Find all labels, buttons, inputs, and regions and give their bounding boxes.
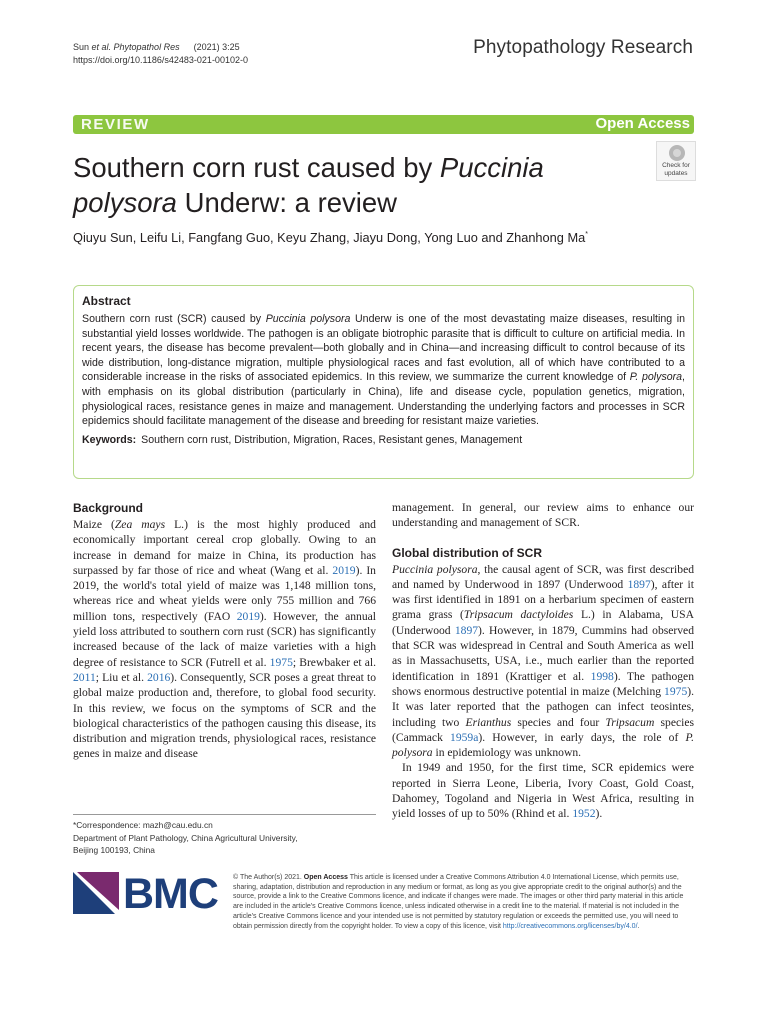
distribution-paragraph: Puccinia polysora, the causal agent of SCR, was first described and named by Underwood in 1897 (Underwood 1897), after it was first identified in 1891 on a herbarium specimen of eastern grama grass (Tripsacum dactyloides L.) in Alabama, USA (Underwood 1897). However, in 1879, Cummins had observed that SCR was widespread in Central and South America as well as in Massachusetts, USA, i.e., much earlier than the reported identification in 1891 (Krattiger et al. 1998). The pathogen shows enormous destructive potential in maize (Melching 1975). It was later reported that the pathogen can infect teosintes, including two Erianthus species and four Tripsacum species (Cammack 1959a). However, in early days, the role of P. polysora in epidemiology was unknown. [392, 562, 695, 760]
citation-link[interactable]: 2016 [147, 670, 171, 684]
affiliation: Department of Plant Pathology, China Agricultural University, [73, 832, 298, 843]
citation-link[interactable]: 1959a [450, 730, 479, 744]
continued-paragraph: management. In general, our review aims to enhance our understanding and management of SCR. [392, 501, 694, 530]
bmc-logo [73, 870, 218, 918]
section-heading-background: Background [73, 501, 144, 515]
abstract-heading: Abstract [82, 294, 131, 308]
article-title: Southern corn rust caused by Puccinia polysora Underw: a review [73, 152, 544, 218]
article-type-label: REVIEW [81, 116, 150, 133]
left-column [73, 500, 376, 762]
keywords-list: Southern corn rust, Distribution, Migration, Races, Resistant genes, Management [141, 433, 523, 446]
corresponding-mark: * [585, 231, 588, 238]
keywords-label: Keywords: [82, 433, 137, 446]
citation-link[interactable]: 2019 [236, 609, 260, 623]
citation-link[interactable]: 2019 [332, 563, 356, 577]
check-for-updates-badge[interactable]: Check for updates [656, 141, 696, 181]
article-type-banner [73, 115, 694, 134]
license-statement: © The Author(s) 2021. Open Access This article is licensed under a Creative Commons Attribution 4.0 International License, which permits use, sharing, adaptation, distribution and reproduction in any medium or format, as long as you give appropriate credit to the original author(s) and the source, provide a link to the Creative Commons licence, and indicate if changes were made. The images or other third party material in this article are included in the article's Creative Commons licence, unless indicated otherwise in a credit line to the material. If material is not included in the article's Creative Commons licence and your intended use is not permitted by statutory regulation or exceeds the permitted use, you will need to obtain permission directly from the copyright holder. To view a copy of this licence, visit http://creativecommons.org/licenses/by/4.0/. [233, 874, 684, 930]
right-column [392, 500, 694, 822]
bmc-logo-text: BMC [123, 870, 218, 918]
background-paragraph: Maize (Zea mays L.) is the most highly produced and economically important cereal crop globally. Owing to an increase in demand for maize in China, its production has surpassed by far those of rice and wheat (Wang et al. 2019). In 2019, the world's total yield of maize was 1,148 million tons, whereas rice and wheat yields were only 755 million and 766 million tons, respectively (FAO 2019). However, the annual yield loss attributed to southern corn rust (SCR) has significantly increased because of the lack of maize varieties with a high degree of resistance to SCR (Futrell et al. 1975; Brewbaker et al. 2011; Liu et al. 2016). Consequently, SCR poses a great threat to global maize production and, therefore, to global food security. In this review, we focus on the symptoms of SCR and the biological characteristics of the pathogen causing this disease, its distribution and migration trends, physiological races, resistance genes in maize and disease [73, 518, 376, 761]
citation-link[interactable]: 1897 [454, 623, 479, 637]
section-heading-global-distribution: Global distribution of SCR [392, 545, 542, 560]
abstract-text: Southern corn rust (SCR) caused by Puccinia polysora Underw is one of the most devastating maize diseases, resulting in substantial yield losses worldwide. The pathogen is an obligate biotrophic parasite that is difficult to culture on artificial media. In recent years, the disease has become prevalent—both globally and in China—and increasing difficult to control because of its wide distribution, long-distance migration, multiple physiological races and fast evolution, all of which have contributed to a considerable increase in the risks of associated epidemics. In this review, we summarize the current knowledge of P. polysora, with emphasis on its global distribution (particularly in China), life and disease cycle, population genetics, migration, physiological races, resistance genes in maize and management. Understanding the underlying factors and processes in SCR epidemics should facilitate management of the disease and breeding for resistant maize varieties. [82, 313, 685, 428]
affiliation-city: Beijing 100193, China [73, 845, 155, 855]
citation-link[interactable]: 2011 [73, 670, 96, 684]
journal-abbrev: et al. Phytopathol Res [91, 42, 180, 52]
citation-link[interactable]: 1952 [572, 807, 596, 821]
journal-name: Phytopathology Research [473, 37, 693, 58]
citation-link[interactable]: 1975 [664, 684, 688, 698]
doi-link[interactable]: https://doi.org/10.1186/s42483-021-00102-0 [73, 55, 248, 65]
keywords [82, 433, 685, 448]
year-issue: (2021) 3:25 [193, 42, 240, 52]
license-link[interactable]: http://creativecommons.org/licenses/by/4.0/ [502, 922, 638, 930]
open-access-label: Open Access [595, 115, 690, 132]
crossmark-icon [669, 145, 685, 161]
author-short: Sun [73, 42, 92, 52]
correspondence-email: *Correspondence: mazh@cau.edu.cn [73, 820, 213, 830]
author-list: Qiuyu Sun, Leifu Li, Fangfang Guo, Keyu Zhang, Jiayu Dong, Yong Luo and Zhanhong Ma* [73, 230, 588, 245]
abstract-box [73, 285, 694, 479]
citation-link[interactable]: 1897 [627, 577, 651, 591]
correspondence-footnote [73, 814, 376, 857]
citation-link[interactable]: 1975 [269, 655, 293, 669]
bmc-logo-mark [73, 872, 119, 914]
article-citation [73, 41, 248, 67]
epidemics-paragraph: In 1949 and 1950, for the first time, SCR epidemics were reported in Sierra Leone, Liberia, Ivory Coast, Gold Coast, Dahomey, Togoland and Nigeria in West Africa, resulting in yield losses of up to 50% (Rhind et al. 1952). [392, 761, 694, 821]
citation-link[interactable]: 1998 [590, 669, 614, 683]
